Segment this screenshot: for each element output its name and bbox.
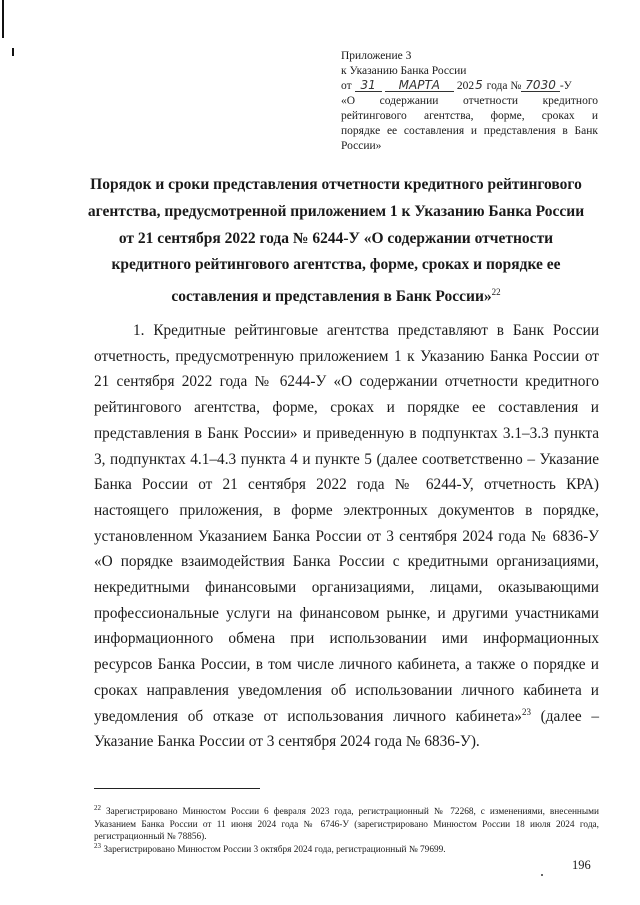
scan-speck (541, 874, 543, 876)
appendix-header (341, 49, 598, 154)
year-word: года № (486, 80, 522, 92)
appendix-reference: к Указанию Банка России (341, 65, 467, 77)
date-prefix: от (341, 80, 352, 92)
page-number: 196 (572, 858, 591, 872)
appendix-subject-line: России» (341, 140, 382, 152)
paragraph-1-tail: (далее – Указание Банка России от 3 сентября 2024 года № 6836-У). (94, 707, 600, 751)
scan-edge-mark (12, 48, 14, 56)
appendix-date-line (341, 79, 598, 94)
body-text (94, 318, 599, 755)
title-footnote-ref: 22 (491, 287, 501, 298)
handwritten-number: 7030 (521, 79, 560, 92)
footnote-marker: 22 (94, 803, 101, 812)
appendix-number: Приложение 3 (341, 50, 412, 62)
footnote-marker: 23 (94, 841, 101, 850)
body-footnote-ref: 23 (521, 706, 531, 717)
title-text: Порядок и сроки представления отчетности кредитного рейтингового агентства, предусмотренной приложением 1 к Указанию Банка России от 21 сентября 2022 года № 6244-У «О содержании отчетности кредитного рейтингового агентства, форме, сроках и порядке ее составления и представления в Банк России» (87, 176, 585, 306)
appendix-subject-line: рейтингового агентства, форме, сроках и (341, 110, 598, 122)
footnote-23 (94, 841, 599, 857)
number-suffix: -У (559, 80, 572, 92)
appendix-subject-line: «О содержании отчетности кредитного (341, 95, 598, 107)
handwritten-day: 31 (355, 79, 382, 92)
year-printed: 202 (456, 80, 475, 92)
footnotes (94, 803, 599, 856)
handwritten-year-digit: 5 (475, 78, 483, 92)
appendix-subject-line: порядке ее составления и представления в Банк (341, 125, 598, 137)
document-title (86, 172, 586, 311)
footnote-22 (94, 803, 599, 844)
footnote-text: Зарегистрировано Минюстом России 6 февраля 2023 года, регистрационный № 72268, с изменениями, внесенными Указанием Банка России от 11 июня 2024 года № 6746-У (зарегистрировано Минюстом России 18 июля 2024 года, регистрационный № 78856). (94, 807, 599, 842)
handwritten-month: МАРТА (385, 79, 454, 92)
paragraph-1 (94, 318, 599, 755)
footnote-text: Зарегистрировано Минюстом России 3 октября 2024 года, регистрационный № 79699. (101, 844, 446, 855)
paragraph-1-text: 1. Кредитные рейтинговые агентства представляют в Банк России отчетность, предусмотренную приложением 1 к Указанию Банка России от 21 сентября 2022 года № 6244-У «О содержании отчетности кредитного рейтингового агентства, форме, сроках и порядке ее составления и представления в Банк России» и приведенную в подпунктах 3.1–3.3 пункта 3, подпунктах 4.1–4.3 пункта 4 и пункте 5 (далее соответственно – Указание Банка России от 21 сентября 2022 года № 6244-У, отчетность КРА) настоящего приложения, в форме электронных документов в порядке, установленном Указанием Банка России от 3 сентября 2024 года № 6836-У «О порядке взаимодействия Банка России с кредитными организациями, некредитными финансовыми организациями, лицами, оказывающими профессиональные услуги на финансовом рынке, и другими участниками информационного обмена при использовании ими информационных ресурсов Банка России, в том числе личного кабинета, а также о порядке и сроках направления уведомления об использовании личного кабинета и уведомления об отказе от использования личного кабинета» (94, 322, 599, 725)
footnote-divider (94, 788, 260, 789)
scan-edge-mark (2, 0, 4, 38)
